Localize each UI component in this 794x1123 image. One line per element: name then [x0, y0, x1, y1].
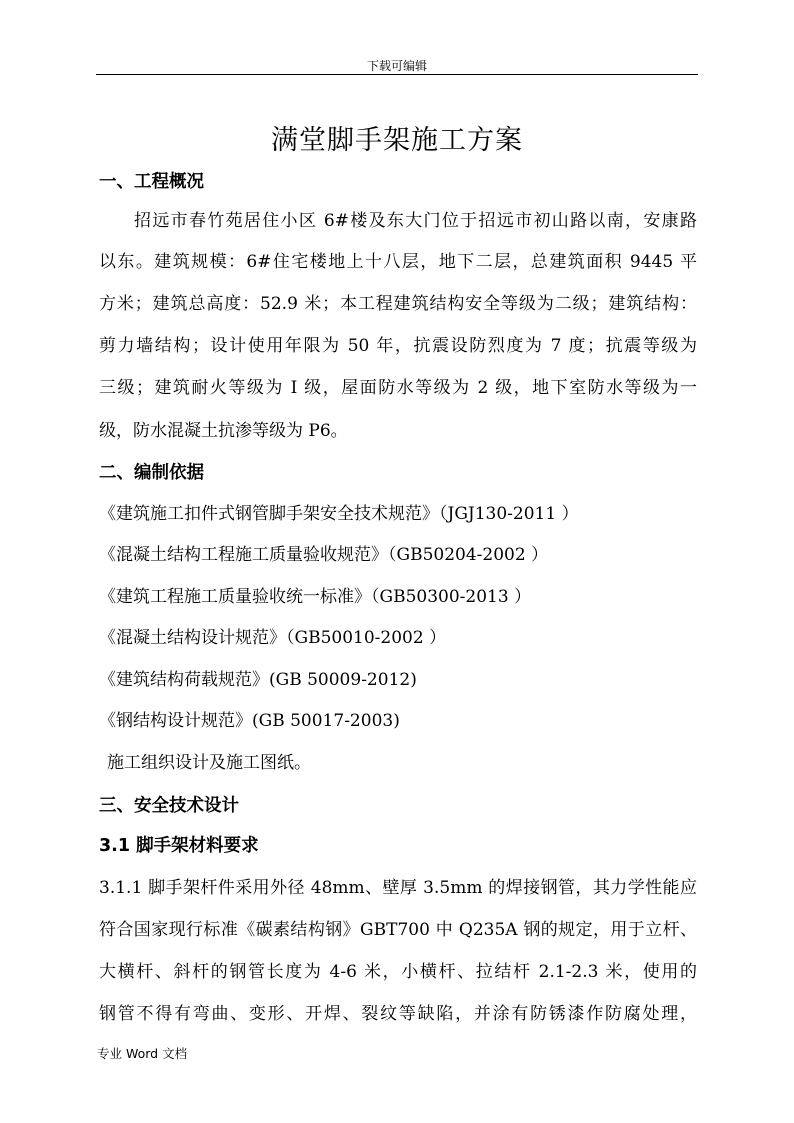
- paragraph-line: 大横杆、斜杆的钢管长度为 4-6 米，小横杆、拉结杆 2.1-2.3 米，使用的: [99, 962, 697, 982]
- reference-item: 施工组织设计及施工图纸。: [107, 753, 311, 773]
- paragraph-line: 符合国家现行标准《碳素结构钢》GBT700 中 Q235A 钢的规定，用于立杆、: [99, 920, 697, 940]
- page-footer: 专业 Word 文档: [97, 1046, 188, 1061]
- document-title: 满堂脚手架施工方案: [271, 125, 523, 156]
- paragraph-line: 招远市春竹苑居住小区 6#楼及东大门位于招远市初山路以南，安康路: [134, 211, 697, 231]
- reference-item: 《建筑结构荷载规范》(GB 50009-2012): [99, 670, 417, 690]
- paragraph-line: 级，防水混凝土抗渗等级为 P6。: [99, 421, 348, 441]
- reference-item: 《建筑施工扣件式钢管脚手架安全技术规范》（JGJ130-2011 ）: [99, 504, 579, 524]
- subsection-heading-materials: 3.1 脚手架材料要求: [99, 836, 259, 856]
- section-heading-overview: 一、工程概况: [99, 172, 204, 192]
- paragraph-line: 三级；建筑耐火等级为 I 级，屋面防水等级为 2 级，地下室防水等级为一: [99, 378, 697, 398]
- page-header: 下载可编辑: [366, 59, 427, 73]
- section-heading-safety-design: 三、安全技术设计: [99, 796, 239, 816]
- reference-item: 《混凝土结构设计规范》（GB50010-2002 ）: [99, 628, 447, 648]
- paragraph-line: 3.1.1 脚手架杆件采用外径 48mm、壁厚 3.5mm 的焊接钢管，其力学性能应: [99, 878, 697, 898]
- section-heading-basis: 二、编制依据: [99, 463, 204, 483]
- paragraph-line: 以东。建筑规模：6#住宅楼地上十八层，地下二层，总建筑面积 9445 平: [99, 252, 697, 272]
- reference-item: 《混凝土结构工程施工质量验收规范》（GB50204-2002 ）: [99, 545, 549, 565]
- reference-item: 《钢结构设计规范》(GB 50017-2003): [99, 711, 400, 731]
- reference-item: 《建筑工程施工质量验收统一标准》（GB50300-2013 ）: [99, 587, 532, 607]
- paragraph-line: 方米；建筑总高度：52.9 米；本工程建筑结构安全等级为二级；建筑结构：: [99, 294, 697, 314]
- paragraph-line: 钢管不得有弯曲、变形、开焊、裂纹等缺陷，并涂有防锈漆作防腐处理，: [99, 1004, 697, 1024]
- paragraph-line: 剪力墙结构；设计使用年限为 50 年，抗震设防烈度为 7 度；抗震等级为: [99, 336, 697, 356]
- header-rule: [96, 74, 698, 75]
